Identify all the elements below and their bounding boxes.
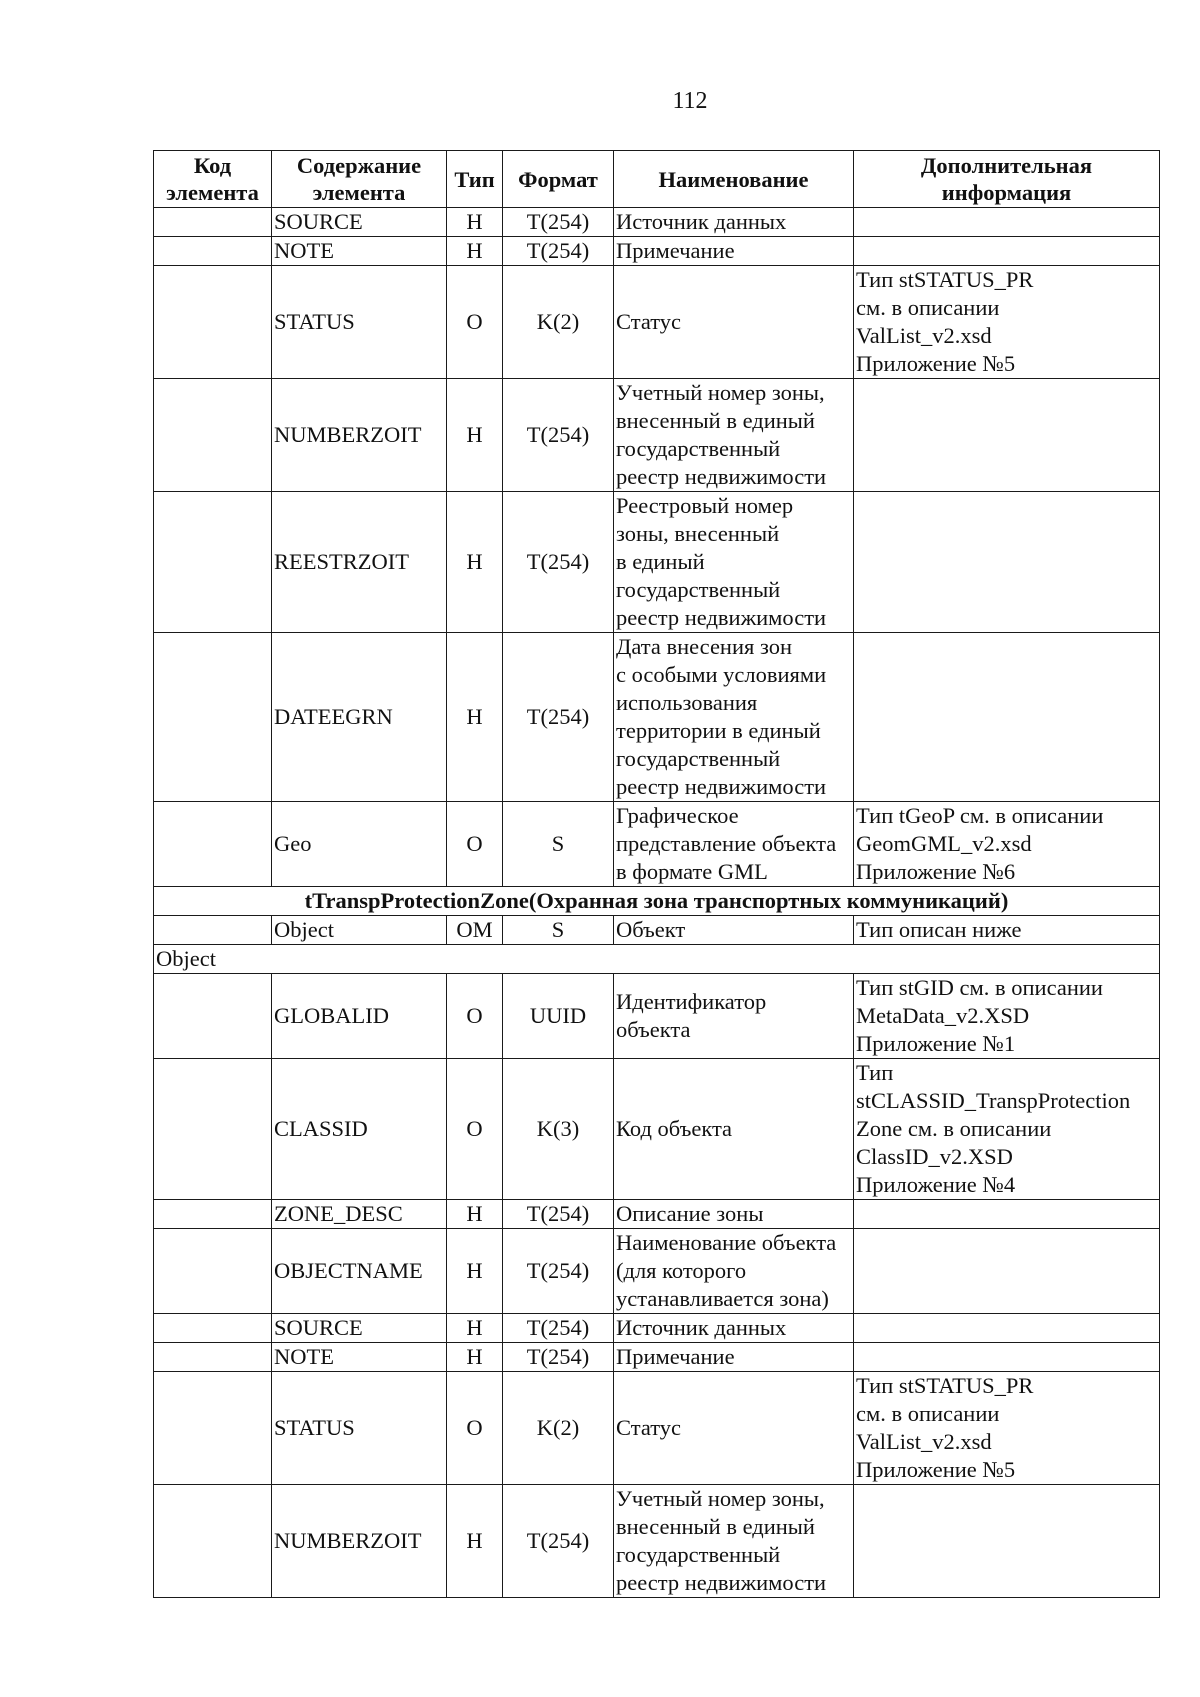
table-row (154, 1343, 1160, 1372)
format-cell: T(254) (503, 379, 614, 492)
name-cell-line: (для которого (616, 1258, 747, 1283)
name-cell-line: внесенный в единый (616, 1514, 815, 1539)
info-cell (854, 492, 1160, 633)
type-cell: Н (447, 633, 503, 802)
name-cell-line: реестр недвижимости (616, 1570, 827, 1595)
format-cell: T(254) (503, 492, 614, 633)
table-row (154, 802, 1160, 887)
element-code-cell (154, 1200, 272, 1229)
name-cell-line: объекта (616, 1017, 691, 1042)
block2-rows (154, 974, 1160, 1598)
element-content-cell: NUMBERZOIT (272, 379, 447, 492)
element-code-cell (154, 1059, 272, 1200)
name-cell (614, 633, 854, 802)
format-cell: T(254) (503, 237, 614, 266)
element-code-cell (154, 974, 272, 1059)
type-cell: О (447, 266, 503, 379)
name-cell-line: Графическое (616, 803, 739, 828)
type-cell: Н (447, 1343, 503, 1372)
element-content-cell: CLASSID (272, 1059, 447, 1200)
name-cell (614, 1314, 854, 1343)
element-code-cell (154, 379, 272, 492)
info-cell-line: Тип stGID см. в описании (856, 975, 1103, 1000)
format-cell: UUID (503, 974, 614, 1059)
name-cell-line: Реестровый номер (616, 493, 794, 518)
name-cell (614, 237, 854, 266)
name-cell-line: в единый (616, 549, 705, 574)
format-cell: K(2) (503, 1372, 614, 1485)
format-cell: T(254) (503, 1200, 614, 1229)
element-code-cell (154, 1372, 272, 1485)
element-content-cell: OBJECTNAME (272, 1229, 447, 1314)
element-code-cell (154, 266, 272, 379)
name-cell-line: реестр недвижимости (616, 464, 827, 489)
object-header: Object (154, 945, 1160, 974)
name-cell-line: государственный (616, 577, 781, 602)
format-cell: T(254) (503, 1343, 614, 1372)
element-code-cell (154, 237, 272, 266)
format-cell: T(254) (503, 208, 614, 237)
name-cell-line: государственный (616, 746, 781, 771)
name-cell (614, 1059, 854, 1200)
info-cell (854, 1314, 1160, 1343)
element-code-cell (154, 1229, 272, 1314)
name-cell (614, 266, 854, 379)
element-content-cell: REESTRZOIT (272, 492, 447, 633)
table-header-row (154, 151, 1160, 208)
format-cell: T(254) (503, 1229, 614, 1314)
type-cell: Н (447, 492, 503, 633)
info-cell (854, 1229, 1160, 1314)
element-content-cell: ZONE_DESC (272, 1200, 447, 1229)
name-cell (614, 1485, 854, 1598)
info-cell-line: Тип stSTATUS_PR (856, 1373, 1034, 1398)
info-cell (854, 1343, 1160, 1372)
info-cell (854, 379, 1160, 492)
type-cell: ОМ (447, 916, 503, 945)
type-cell: Н (447, 379, 503, 492)
type-cell: Н (447, 208, 503, 237)
header-type: Тип (447, 151, 503, 208)
name-cell: Объект (614, 916, 854, 945)
type-cell: Н (447, 237, 503, 266)
name-cell-line: Описание зоны (616, 1201, 764, 1226)
info-cell-line: ValList_v2.xsd (856, 1429, 992, 1454)
name-cell-line: государственный (616, 1542, 781, 1567)
block1-rows (154, 208, 1160, 887)
info-cell-line: Приложение №6 (856, 859, 1016, 884)
element-code-cell (154, 1343, 272, 1372)
info-cell-line: MetaData_v2.XSD (856, 1003, 1030, 1028)
table-row (154, 1059, 1160, 1200)
format-cell: K(3) (503, 1059, 614, 1200)
info-cell-line: Приложение №5 (856, 1457, 1016, 1482)
table-row (154, 237, 1160, 266)
element-code-cell (154, 1314, 272, 1343)
header-name: Наименование (614, 151, 854, 208)
info-cell (854, 1059, 1160, 1200)
name-cell (614, 492, 854, 633)
element-code-cell (154, 492, 272, 633)
element-code-cell (154, 208, 272, 237)
name-cell-line: Примечание (616, 1344, 735, 1369)
name-cell-line: зоны, внесенный (616, 521, 780, 546)
info-cell (854, 974, 1160, 1059)
name-cell-line: Источник данных (616, 209, 787, 234)
info-cell-line: ValList_v2.xsd (856, 323, 992, 348)
name-cell-line: Учетный номер зоны, (616, 380, 825, 405)
name-cell-line: реестр недвижимости (616, 605, 827, 630)
info-cell-line: Тип (856, 1060, 894, 1085)
name-cell-line: Дата внесения зон (616, 634, 793, 659)
info-cell (854, 802, 1160, 887)
info-cell (854, 633, 1160, 802)
name-cell-line: Источник данных (616, 1315, 787, 1340)
name-cell (614, 1200, 854, 1229)
name-cell-line: Код объекта (616, 1116, 733, 1141)
element-code-cell (154, 633, 272, 802)
element-content-cell: SOURCE (272, 208, 447, 237)
name-cell (614, 974, 854, 1059)
info-cell (854, 237, 1160, 266)
name-cell (614, 208, 854, 237)
name-cell-line: внесенный в единый (616, 408, 815, 433)
type-cell: О (447, 1059, 503, 1200)
info-cell-line: GeomGML_v2.xsd (856, 831, 1032, 856)
table-row (154, 916, 1160, 945)
format-cell: T(254) (503, 633, 614, 802)
name-cell (614, 802, 854, 887)
element-code-cell (154, 1485, 272, 1598)
element-spec-table (153, 150, 1160, 1598)
element-content-cell: Object (272, 916, 447, 945)
info-cell-line: Приложение №1 (856, 1031, 1016, 1056)
info-cell-line: см. в описании (856, 295, 1000, 320)
info-cell-line: Тип tGeoP см. в описании (856, 803, 1104, 828)
info-cell-line: Приложение №4 (856, 1172, 1016, 1197)
info-cell-line: ClassID_v2.XSD (856, 1144, 1013, 1169)
name-cell-line: реестр недвижимости (616, 774, 827, 799)
element-content-cell: STATUS (272, 266, 447, 379)
table-row (154, 208, 1160, 237)
name-cell-line: Учетный номер зоны, (616, 1486, 825, 1511)
name-cell-line: Статус (616, 1415, 681, 1440)
info-cell (854, 1485, 1160, 1598)
element-content-cell: NOTE (272, 1343, 447, 1372)
element-code-cell (154, 802, 272, 887)
name-cell-line: Статус (616, 309, 681, 334)
type-cell: О (447, 802, 503, 887)
element-content-cell: STATUS (272, 1372, 447, 1485)
element-content-cell: NOTE (272, 237, 447, 266)
type-cell: О (447, 1372, 503, 1485)
name-cell (614, 379, 854, 492)
info-cell-line: Приложение №5 (856, 351, 1016, 376)
info-cell (854, 266, 1160, 379)
name-cell (614, 1229, 854, 1314)
table-row (154, 379, 1160, 492)
table-row (154, 1200, 1160, 1229)
header-additional-info: Дополнительная информация (854, 151, 1160, 208)
table-row (154, 492, 1160, 633)
name-cell-line: использования (616, 690, 758, 715)
format-cell: S (503, 916, 614, 945)
info-cell (854, 208, 1160, 237)
element-content-cell: Geo (272, 802, 447, 887)
table-row (154, 633, 1160, 802)
info-cell-line: Тип stSTATUS_PR (856, 267, 1034, 292)
section-title: tTranspProtectionZone(Охранная зона транспортных коммуникаций) (154, 887, 1160, 916)
type-cell: Н (447, 1229, 503, 1314)
info-cell (854, 1200, 1160, 1229)
format-cell: T(254) (503, 1314, 614, 1343)
name-cell-line: в формате GML (616, 859, 768, 884)
info-cell (854, 1372, 1160, 1485)
name-cell-line: представление объекта (616, 831, 837, 856)
element-content-cell: DATEEGRN (272, 633, 447, 802)
table-row (154, 974, 1160, 1059)
info-cell-line: Zone см. в описании (856, 1116, 1052, 1141)
element-content-cell: NUMBERZOIT (272, 1485, 447, 1598)
info-cell-line: stCLASSID_TranspProtection (856, 1088, 1131, 1113)
section-title-row (154, 887, 1160, 916)
info-cell-line: см. в описании (856, 1401, 1000, 1426)
info-cell: Тип описан ниже (854, 916, 1160, 945)
object-header-row (154, 945, 1160, 974)
name-cell-line: территории в единый (616, 718, 821, 743)
name-cell (614, 1343, 854, 1372)
type-cell: Н (447, 1200, 503, 1229)
format-cell: T(254) (503, 1485, 614, 1598)
name-cell-line: устанавливается зона) (616, 1286, 829, 1311)
section-block (154, 887, 1160, 974)
table-row (154, 1372, 1160, 1485)
page-number: 112 (672, 88, 708, 114)
table-row (154, 1229, 1160, 1314)
name-cell-line: с особыми условиями (616, 662, 827, 687)
element-content-cell: SOURCE (272, 1314, 447, 1343)
header-format: Формат (503, 151, 614, 208)
name-cell-line: государственный (616, 436, 781, 461)
header-element-content: Содержание элемента (272, 151, 447, 208)
name-cell-line: Примечание (616, 238, 735, 263)
name-cell (614, 1372, 854, 1485)
type-cell: Н (447, 1314, 503, 1343)
header-element-code: Код элемента (154, 151, 272, 208)
name-cell-line: Идентификатор (616, 989, 767, 1014)
table-row (154, 1485, 1160, 1598)
format-cell: S (503, 802, 614, 887)
element-code-cell (154, 916, 272, 945)
element-content-cell: GLOBALID (272, 974, 447, 1059)
type-cell: О (447, 974, 503, 1059)
format-cell: K(2) (503, 266, 614, 379)
table-row (154, 266, 1160, 379)
table-row (154, 1314, 1160, 1343)
name-cell-line: Наименование объекта (616, 1230, 837, 1255)
type-cell: Н (447, 1485, 503, 1598)
